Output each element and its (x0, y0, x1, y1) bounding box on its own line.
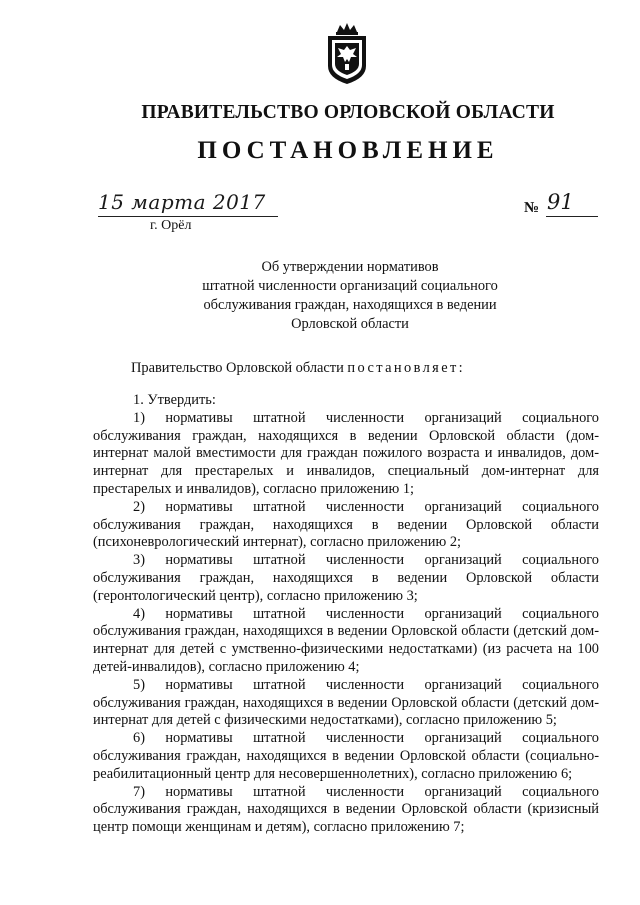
title-line: штатной численности организаций социального (202, 278, 498, 294)
preamble (131, 360, 465, 377)
list-item: 1) нормативы штатной численности организаций социального обслуживания граждан, находящихся в ведении Орловской области (дом-интернат малой вместимости для граждан пожилого возраста и инвалидов, дом-интернат для престарелых и инвалидов, специальный дом-интернат для престарелых и инвалидов), согласно приложению 1; (93, 409, 599, 497)
list-item: 2) нормативы штатной численности организаций социального обслуживания граждан, находящихся в ведении Орловской области (психоневрологический интернат), согласно приложению 2; (93, 498, 599, 551)
list-item: 5) нормативы штатной численности организаций социального обслуживания граждан, находящихся в ведении Орловской области (детский дом-интернат для детей с физическими недостатками), согласно приложению 5; (93, 676, 599, 729)
body-heading: 1. Утвердить: (133, 392, 216, 408)
document-number: 91 (547, 190, 574, 214)
list-item: 6) нормативы штатной численности организаций социального обслуживания граждан, находящихся в ведении Орловской области (социально-реабилитационный центр для несовершеннолетних), согласно приложению 6; (93, 730, 599, 782)
list-item: 7) нормативы штатной численности организаций социального обслуживания граждан, находящихся в ведении Орловской области (кризисный центр помощи женщинам и детям), согласно приложению 7; (93, 783, 599, 836)
organization-name: ПРАВИТЕЛЬСТВО ОРЛОВСКОЙ ОБЛАСТИ (141, 102, 555, 123)
title-line: Орловской области (291, 316, 409, 332)
coat-of-arms-icon (322, 22, 372, 86)
preamble-verb: постановляет: (347, 360, 466, 376)
preamble-text: Правительство Орловской области (131, 360, 344, 376)
city: г. Орёл (150, 218, 192, 233)
title-line: обслуживания граждан, находящихся в ведении (203, 297, 497, 313)
document-type: ПОСТАНОВЛЕНИЕ (197, 137, 499, 164)
document-date: 15 марта 2017 (98, 190, 266, 214)
date-underline (98, 216, 278, 217)
number-label: № (524, 200, 540, 216)
title-line: Об утверждении нормативов (261, 259, 439, 275)
list-item: 4) нормативы штатной численности организаций социального обслуживания граждан, находящихся в ведении Орловской области (детский дом-интернат для детей с умственно-физическими недостатками) (из расчета на 100 детей-инвалидов), согласно приложению 4; (93, 605, 599, 675)
document-title (180, 258, 520, 334)
number-underline (546, 216, 598, 217)
document-body (93, 392, 599, 837)
list-item: 3) нормативы штатной численности организаций социального обслуживания граждан, находящихся в ведении Орловской области (геронтологический центр), согласно приложению 3; (93, 552, 599, 604)
